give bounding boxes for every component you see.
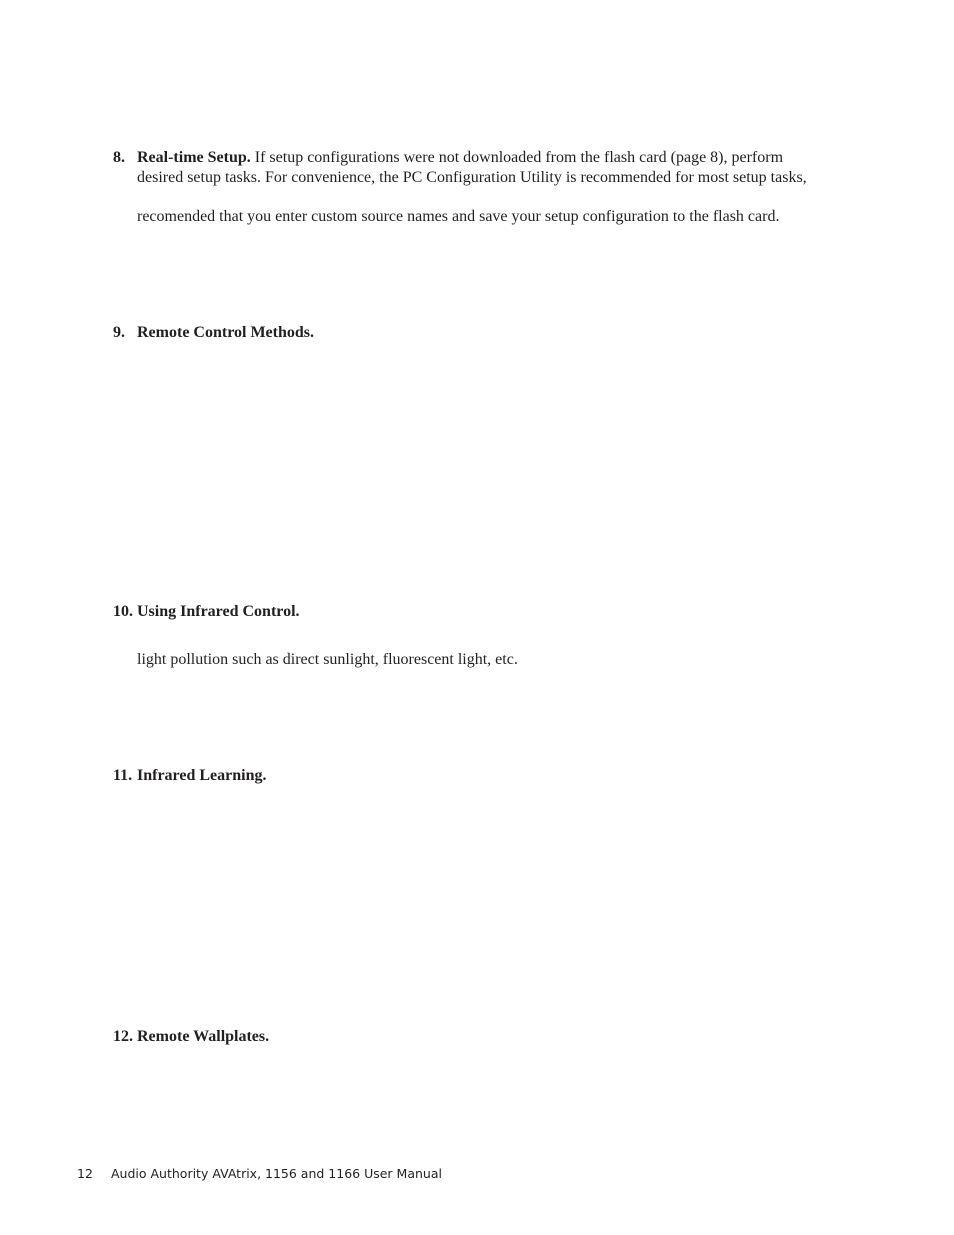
item-8-heading: Real-time Setup. xyxy=(137,149,251,166)
item-9-number: 9. xyxy=(113,324,125,341)
item-8-line-3: recomended that you enter custom source names and save your setup configuration to the flash card. xyxy=(137,208,780,225)
item-12-heading: 12. Remote Wallplates. xyxy=(113,1028,270,1045)
item-10-number: 10. xyxy=(113,603,133,620)
item-11-heading: Infrared Learning. xyxy=(137,767,267,784)
item-10-line-1: light pollution such as direct sunlight, fluorescent light, etc. xyxy=(137,651,518,668)
item-8-number: 8. xyxy=(113,149,125,166)
item-10-heading: Using Infrared Control. xyxy=(137,603,300,620)
item-11-number: 11. xyxy=(113,767,133,784)
item-9-heading: Remote Control Methods. xyxy=(137,324,315,341)
item-8-line-2: desired setup tasks. For convenience, the PC Configuration Utility is recommended for most setup tasks, xyxy=(137,169,807,186)
footer-title: Audio Authority AVAtrix, 1156 and 1166 User Manual xyxy=(111,1166,442,1181)
footer-page-number: 12 xyxy=(77,1166,93,1181)
item-8-line-1-text: If setup configurations were not downloaded from the flash card (page 8), perform xyxy=(250,149,784,166)
item-8-line-1 xyxy=(137,148,783,168)
